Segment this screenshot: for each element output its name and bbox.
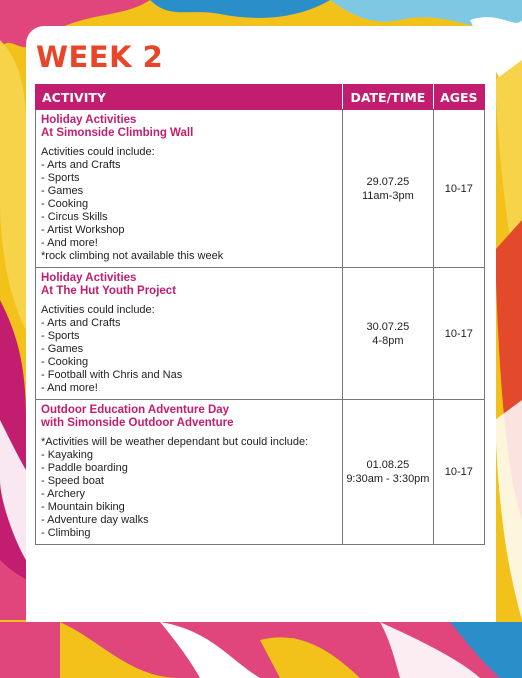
date-text: 30.07.25 — [366, 320, 410, 333]
list-item: - Games — [41, 343, 84, 355]
date-text: 01.08.25 — [366, 459, 410, 471]
ages-cell: 10-17 — [433, 400, 484, 545]
activity-title: Holiday Activities At The Hut Youth Project — [41, 272, 177, 297]
activity-list — [41, 159, 336, 250]
activity-note: *rock climbing not available this week — [41, 250, 224, 262]
datetime-cell — [343, 268, 434, 400]
list-item: - Adventure day walks — [41, 514, 149, 526]
list-item: - Speed boat — [41, 475, 104, 487]
list-item: - Cooking — [41, 198, 89, 210]
activity-title: Outdoor Education Adventure Day with Simonside Outdoor Adventure — [41, 404, 234, 429]
ages-cell: 10-17 — [433, 268, 484, 400]
list-item: - Arts and Crafts — [41, 159, 121, 171]
list-item: - Artist Workshop — [41, 224, 125, 236]
activity-intro: Activities could include: — [41, 146, 155, 158]
list-item: - Football with Chris and Nas — [41, 369, 183, 381]
time-text: 4-8pm — [372, 334, 404, 347]
datetime-cell — [343, 400, 434, 545]
table-row — [36, 268, 485, 400]
date-text: 29.07.25 — [366, 175, 410, 188]
list-item: - Sports — [41, 330, 80, 342]
activity-list — [41, 317, 336, 395]
list-item: - Arts and Crafts — [41, 317, 121, 329]
activity-cell — [36, 110, 343, 268]
ages-column-header: AGES — [433, 85, 484, 110]
activity-cell — [36, 400, 343, 545]
list-item: - Paddle boarding — [41, 462, 128, 474]
datetime-column-header: DATE/TIME — [343, 85, 434, 110]
list-item: - And more! — [41, 382, 98, 394]
list-item: - Mountain biking — [41, 501, 125, 513]
time-text: 11am-3pm — [362, 189, 414, 202]
list-item: - Kayaking — [41, 449, 93, 461]
list-item: - Games — [41, 185, 84, 197]
activity-intro: Activities could include: — [41, 304, 155, 316]
table-row — [36, 110, 485, 268]
time-text: 9:30am - 3:30pm — [346, 473, 430, 485]
table-row — [36, 400, 485, 545]
activity-cell — [36, 268, 343, 400]
list-item: - Cooking — [41, 356, 89, 368]
activity-intro: *Activities will be weather dependant but could include: — [41, 436, 309, 448]
datetime-cell — [343, 110, 434, 268]
list-item: - Climbing — [41, 527, 91, 539]
schedule-table — [35, 84, 485, 545]
activity-list — [41, 449, 336, 540]
activity-column-header: ACTIVITY — [36, 85, 343, 110]
activity-title: Holiday Activities At Simonside Climbing Wall — [41, 114, 194, 139]
list-item: - Sports — [41, 172, 80, 184]
ages-cell: 10-17 — [433, 110, 484, 268]
list-item: - Archery — [41, 488, 86, 500]
list-item: - And more! — [41, 237, 98, 249]
table-header-row — [36, 85, 485, 110]
week-heading: WEEK 2 — [36, 40, 164, 74]
list-item: - Circus Skills — [41, 211, 108, 223]
